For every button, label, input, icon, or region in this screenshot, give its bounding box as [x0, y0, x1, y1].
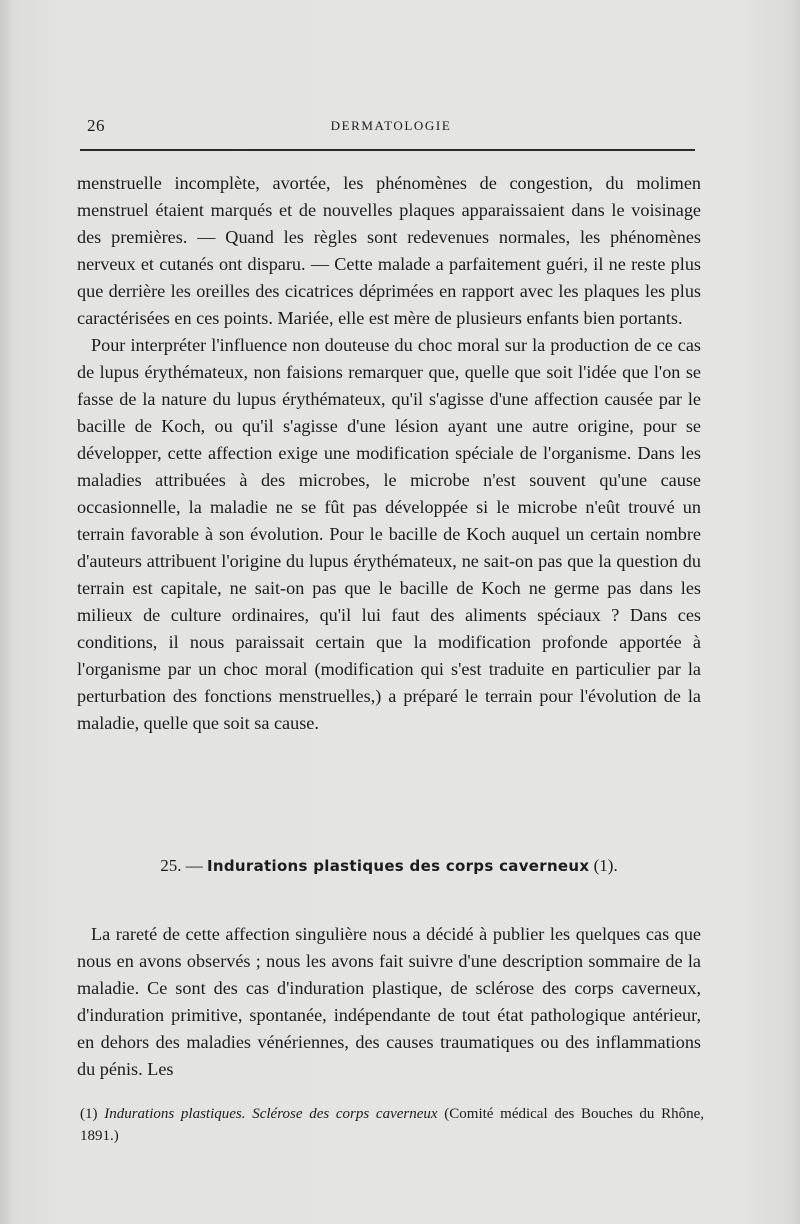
section-paragraph: La rareté de cette affection singulière nous a décidé à publier les quelques cas que nous en avons observés ; nous les avons fait suivre d'une description sommaire de la maladie. Ce sont des cas d'induration plastique, de sclérose des corps caverneux, d'induration primitive, spontanée, indépendante de tout état pathologique antérieur, en dehors des maladies vénériennes, des causes traumatiques ou des inflammations du pénis. Les: [77, 924, 701, 1079]
page-number: 26: [87, 116, 105, 135]
page-header: [87, 116, 695, 140]
paragraph-2: Pour interpréter l'influence non douteuse du choc moral sur la production de ce cas de lupus érythémateux, non faisions remarquer que, quelle que soit l'idée que l'on se fasse de la nature du lupus érythémateux, qu'il s'agisse d'une affection causée par le bacille de Koch, ou qu'il s'agisse d'une lésion ayant une autre origine, pour se développer, cette affection exige une modification spéciale de l'organisme. Dans les maladies attribuées à des microbes, le microbe n'est souvent qu'une cause occasionnelle, la maladie ne se fût pas développée si le microbe n'eût trouvé un terrain favorable à son évolution. Pour le bacille de Koch auquel un certain nombre d'auteurs attribuent l'origine du lupus érythémateux, ne sait-on pas que la question du terrain est capitale, ne sait-on pas que le bacille de Koch ne germe pas dans les milieux de culture ordinaires, qu'il lui faut des aliments spéciaux ? Dans ces conditions, il nous paraissait certain que la modification profonde apportée à l'organisme par un choc moral (modification qui s'est traduite en particulier par la perturbation des fonctions menstruelles,) a préparé le terrain pour l'évolution de la maladie, quelle que soit sa cause.: [77, 335, 701, 733]
section-text: [77, 921, 701, 1083]
footnote-marker: (1): [80, 1106, 98, 1122]
header-rule: [80, 149, 695, 151]
section-title: Indurations plastiques des corps caverneux: [207, 857, 590, 875]
footnote-title: Indurations plastiques. Sclérose des corps caverneux: [104, 1106, 438, 1122]
section-heading: [77, 856, 701, 876]
footnote-source: (Comité médical des Bouches du Rhône, 1891.): [80, 1106, 705, 1144]
section-number: 25.: [160, 856, 182, 875]
running-title: DERMATOLOGIE: [330, 118, 452, 133]
section-note-ref: (1).: [593, 856, 618, 875]
paragraph-1: menstruelle incomplète, avortée, les phénomènes de congestion, du molimen menstruel étaient marqués et de nouvelles plaques apparaissaient dans le voisinage des premières. — Quand les règles sont redevenues normales, les phénomènes nerveux et cutanés ont disparu. — Cette malade a parfaitement guéri, il ne reste plus que derrière les oreilles des cicatrices déprimées en rapport avec les plaques les plus caractérisées en ces points. Mariée, elle est mère de plusieurs enfants bien portants.: [77, 173, 701, 328]
footnote: [80, 1103, 704, 1147]
main-text: [77, 170, 701, 737]
section-dash: —: [185, 856, 203, 875]
